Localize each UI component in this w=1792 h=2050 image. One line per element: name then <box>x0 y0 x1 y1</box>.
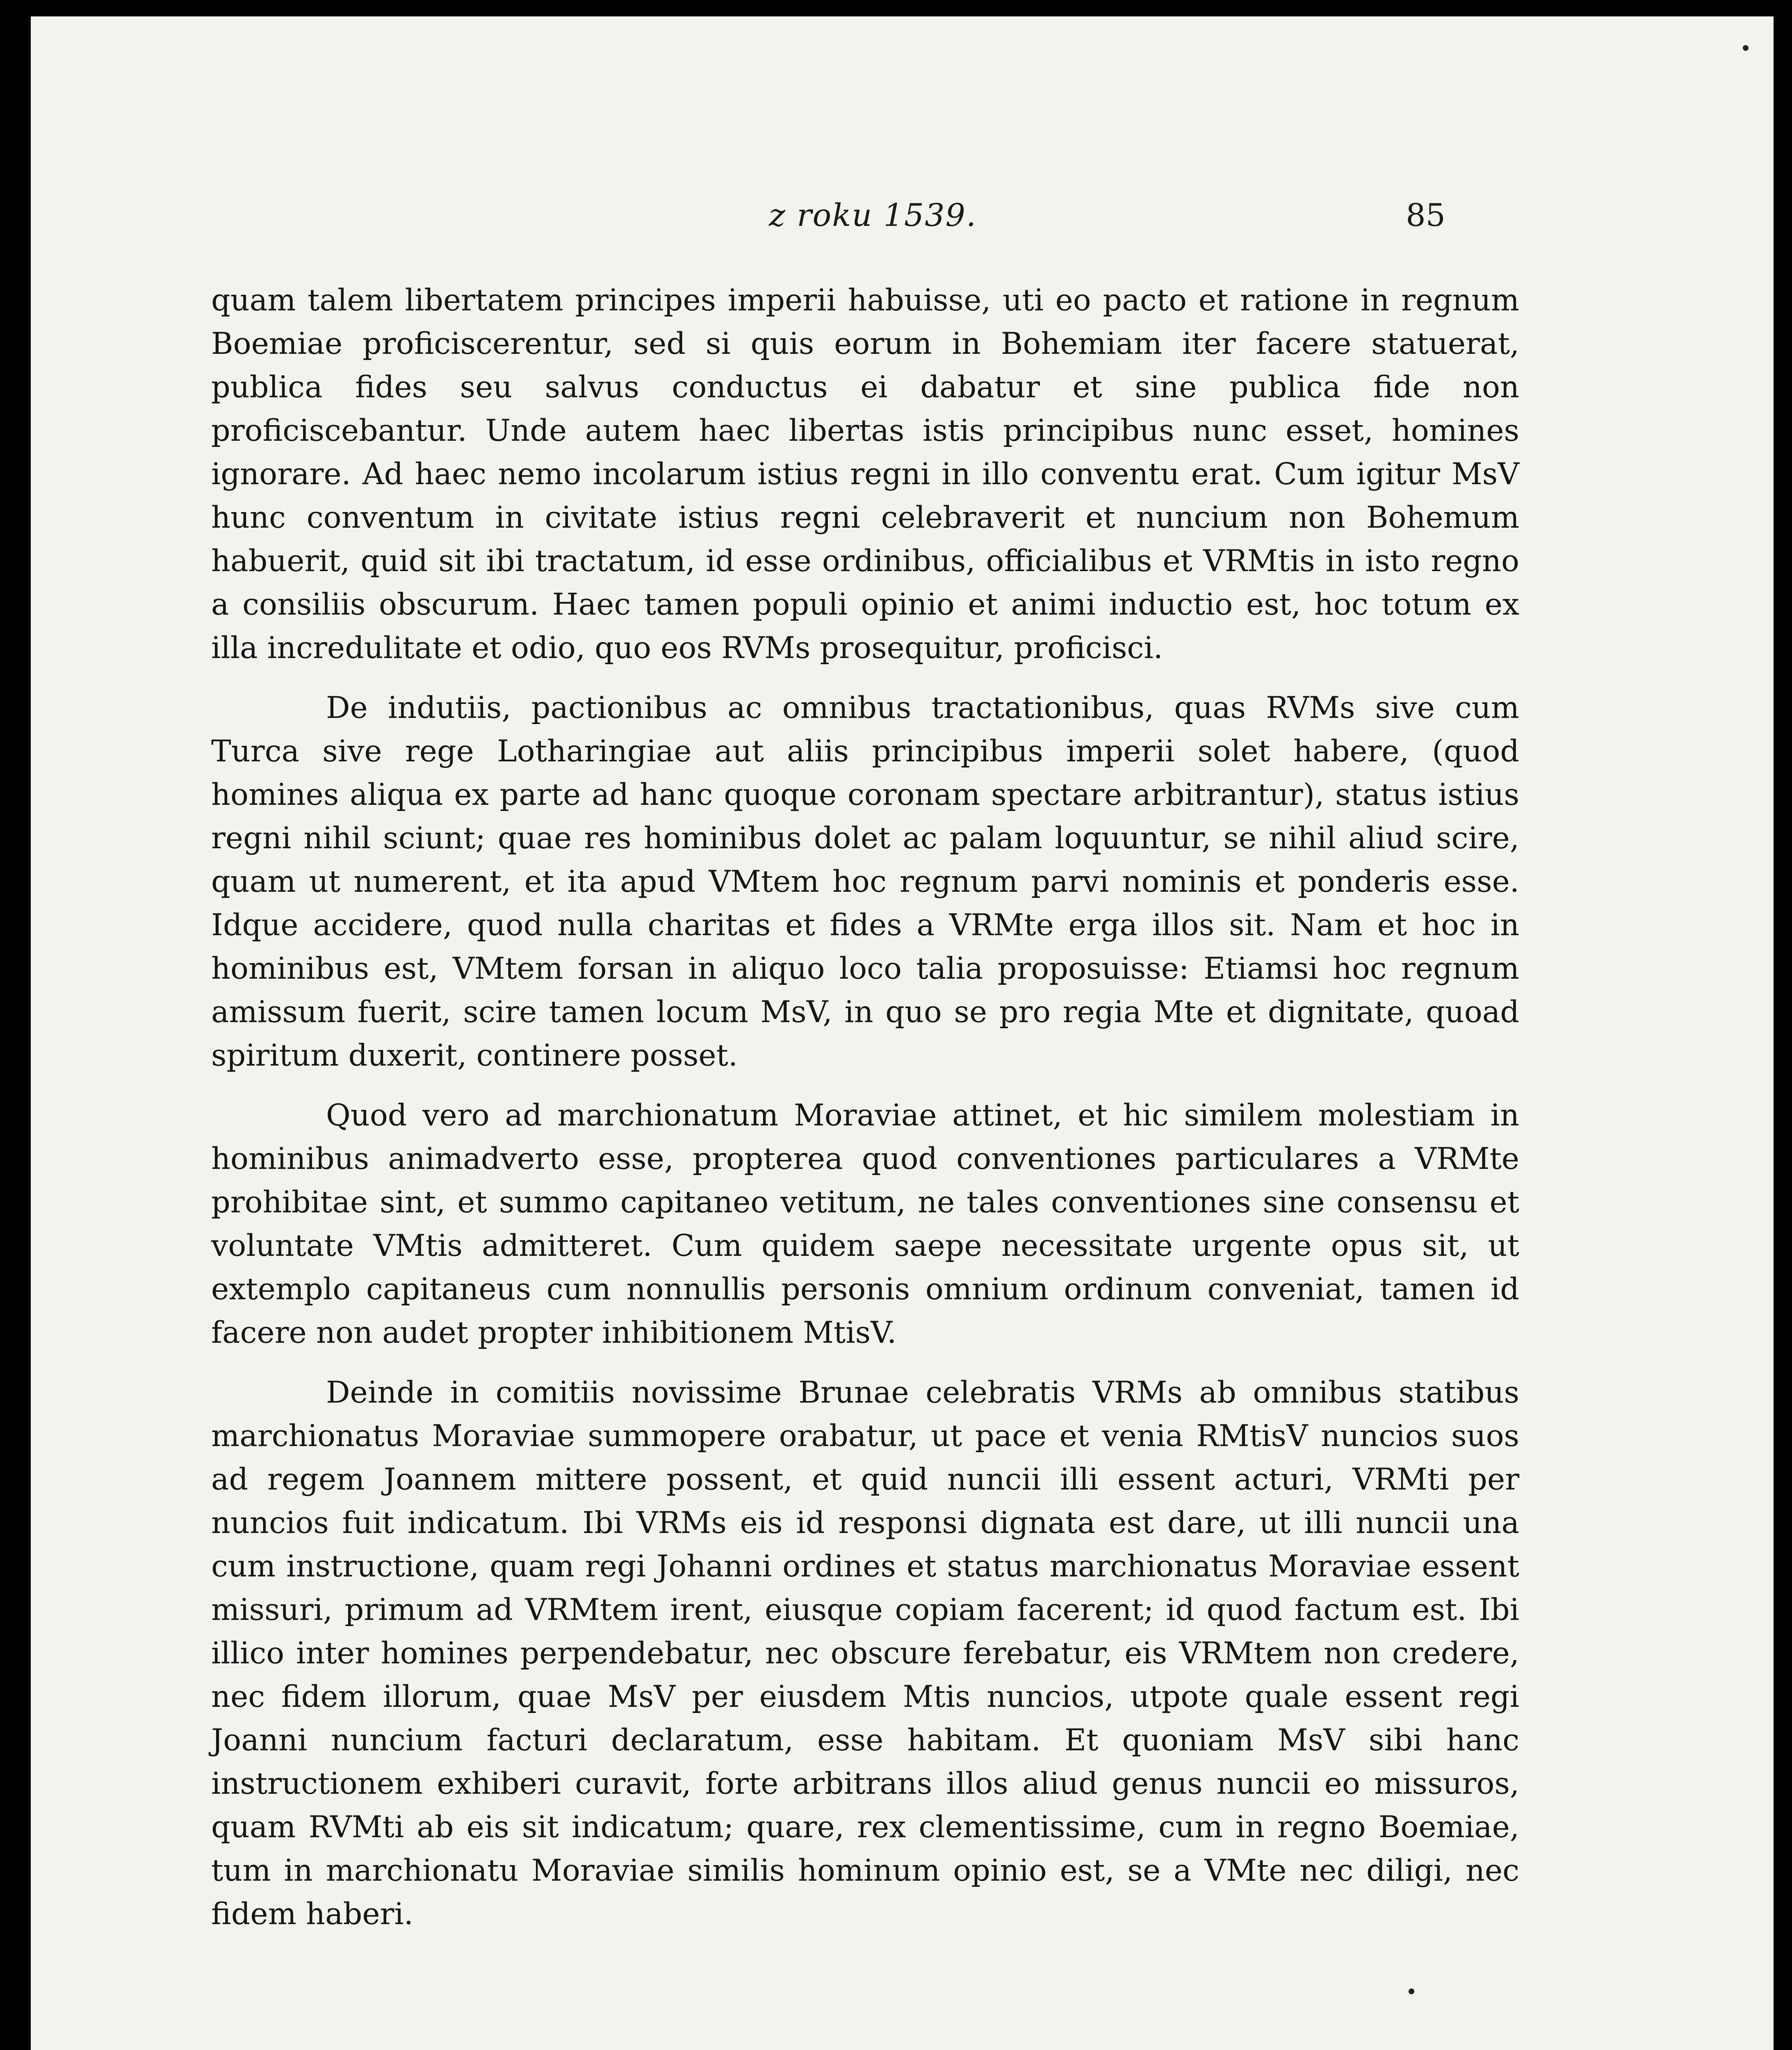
paragraph: Quod vero ad marchionatum Moraviae attinet, et hic similem molestiam in hominibus animadverto esse, propterea quod conventiones particulares a VRMte prohibitae sint, et summo capitaneo vetitum, ne tales conventiones sine consensu et voluntate VMtis admitteret. Cum quidem saepe necessitate urgente opus sit, ut extemplo capitaneus cum nonnullis personis omnium ordinum conveniat, tamen id facere non audet propter inhibitionem MtisV. <box>211 1098 1519 1350</box>
paragraph: Deinde in comitiis novissime Brunae celebratis VRMs ab omnibus statibus marchionatus Moraviae summopere orabatur, ut pace et venia RMtisV nuncios suos ad regem Joannem mittere possent, et quid nuncii illi essent acturi, VRMti per nuncios fuit indicatum. Ibi VRMs eis id responsi dignata est dare, ut illi nuncii una cum instructione, quam regi Johanni ordines et status marchionatus Moraviae essent missuri, primum ad VRMtem irent, eiusque copiam facerent; id quod factum est. Ibi illico inter homines perpendebatur, nec obscure ferebatur, eis VRMtem non credere, nec fidem illorum, quae MsV per eiusdem Mtis nuncios, utpote quale essent regi Joanni nuncium facturi declaratum, esse habitam. Et quoniam MsV sibi hanc instructionem exhiberi curavit, forte arbitrans illos aliud genus nuncii eo missuros, quam RVMti ab eis sit indicatum; quare, rex clementissime, cum in regno Boemiae, tum in marchionatu Moraviae similis hominum opinio est, se a VMte nec diligi, nec fidem haberi. <box>211 1375 1519 1932</box>
print-speck <box>1409 1988 1414 1994</box>
paragraph: De indutiis, pactionibus ac omnibus tractationibus, quas RVMs sive cum Turca sive rege Lotharingiae aut aliis principibus imperii solet habere, (quod homines aliqua ex parte ad hanc quoque coronam spectare arbitrantur), status istius regni nihil sciunt; quae res hominibus dolet ac palam loquuntur, se nihil aliud scire, quam ut numerent, et ita apud VMtem hoc regnum parvi nominis et ponderis esse. Idque accidere, quod nulla charitas et fides a VRMte erga illos sit. Nam et hoc in hominibus est, VMtem forsan in aliquo loco talia proposuisse: Etiamsi hoc regnum amissum fuerit, scire tamen locum MsV, in quo se pro regia Mte et dignitate, quoad spiritum duxerit, continere posset. <box>211 690 1519 1073</box>
running-head: z roku 1539. <box>769 197 977 233</box>
page-header <box>31 197 1774 246</box>
body-text <box>211 279 1519 1952</box>
paragraph: quam talem libertatem principes imperii habuisse, uti eo pacto et ratione in regnum Boemiae proficiscerentur, sed si quis eorum in Bohemiam iter facere statuerat, publica fides seu salvus conductus ei dabatur et sine publica fide non proficiscebantur. Unde autem haec libertas istis principibus nunc esset, homines ignorare. Ad haec nemo incolarum istius regni in illo conventu erat. Cum igitur MsV hunc conventum in civitate istius regni celebraverit et nuncium non Bohemum habuerit, quid sit ibi tractatum, id esse ordinibus, officialibus et VRMtis in isto regno a consiliis obscurum. Haec tamen populi opinio et animi inductio est, hoc totum ex illa incredulitate et odio, quo eos RVMs prosequitur, proficisci. <box>211 283 1519 665</box>
print-speck <box>1743 45 1749 51</box>
page-number: 85 <box>1406 197 1445 233</box>
book-page <box>31 16 1774 2050</box>
